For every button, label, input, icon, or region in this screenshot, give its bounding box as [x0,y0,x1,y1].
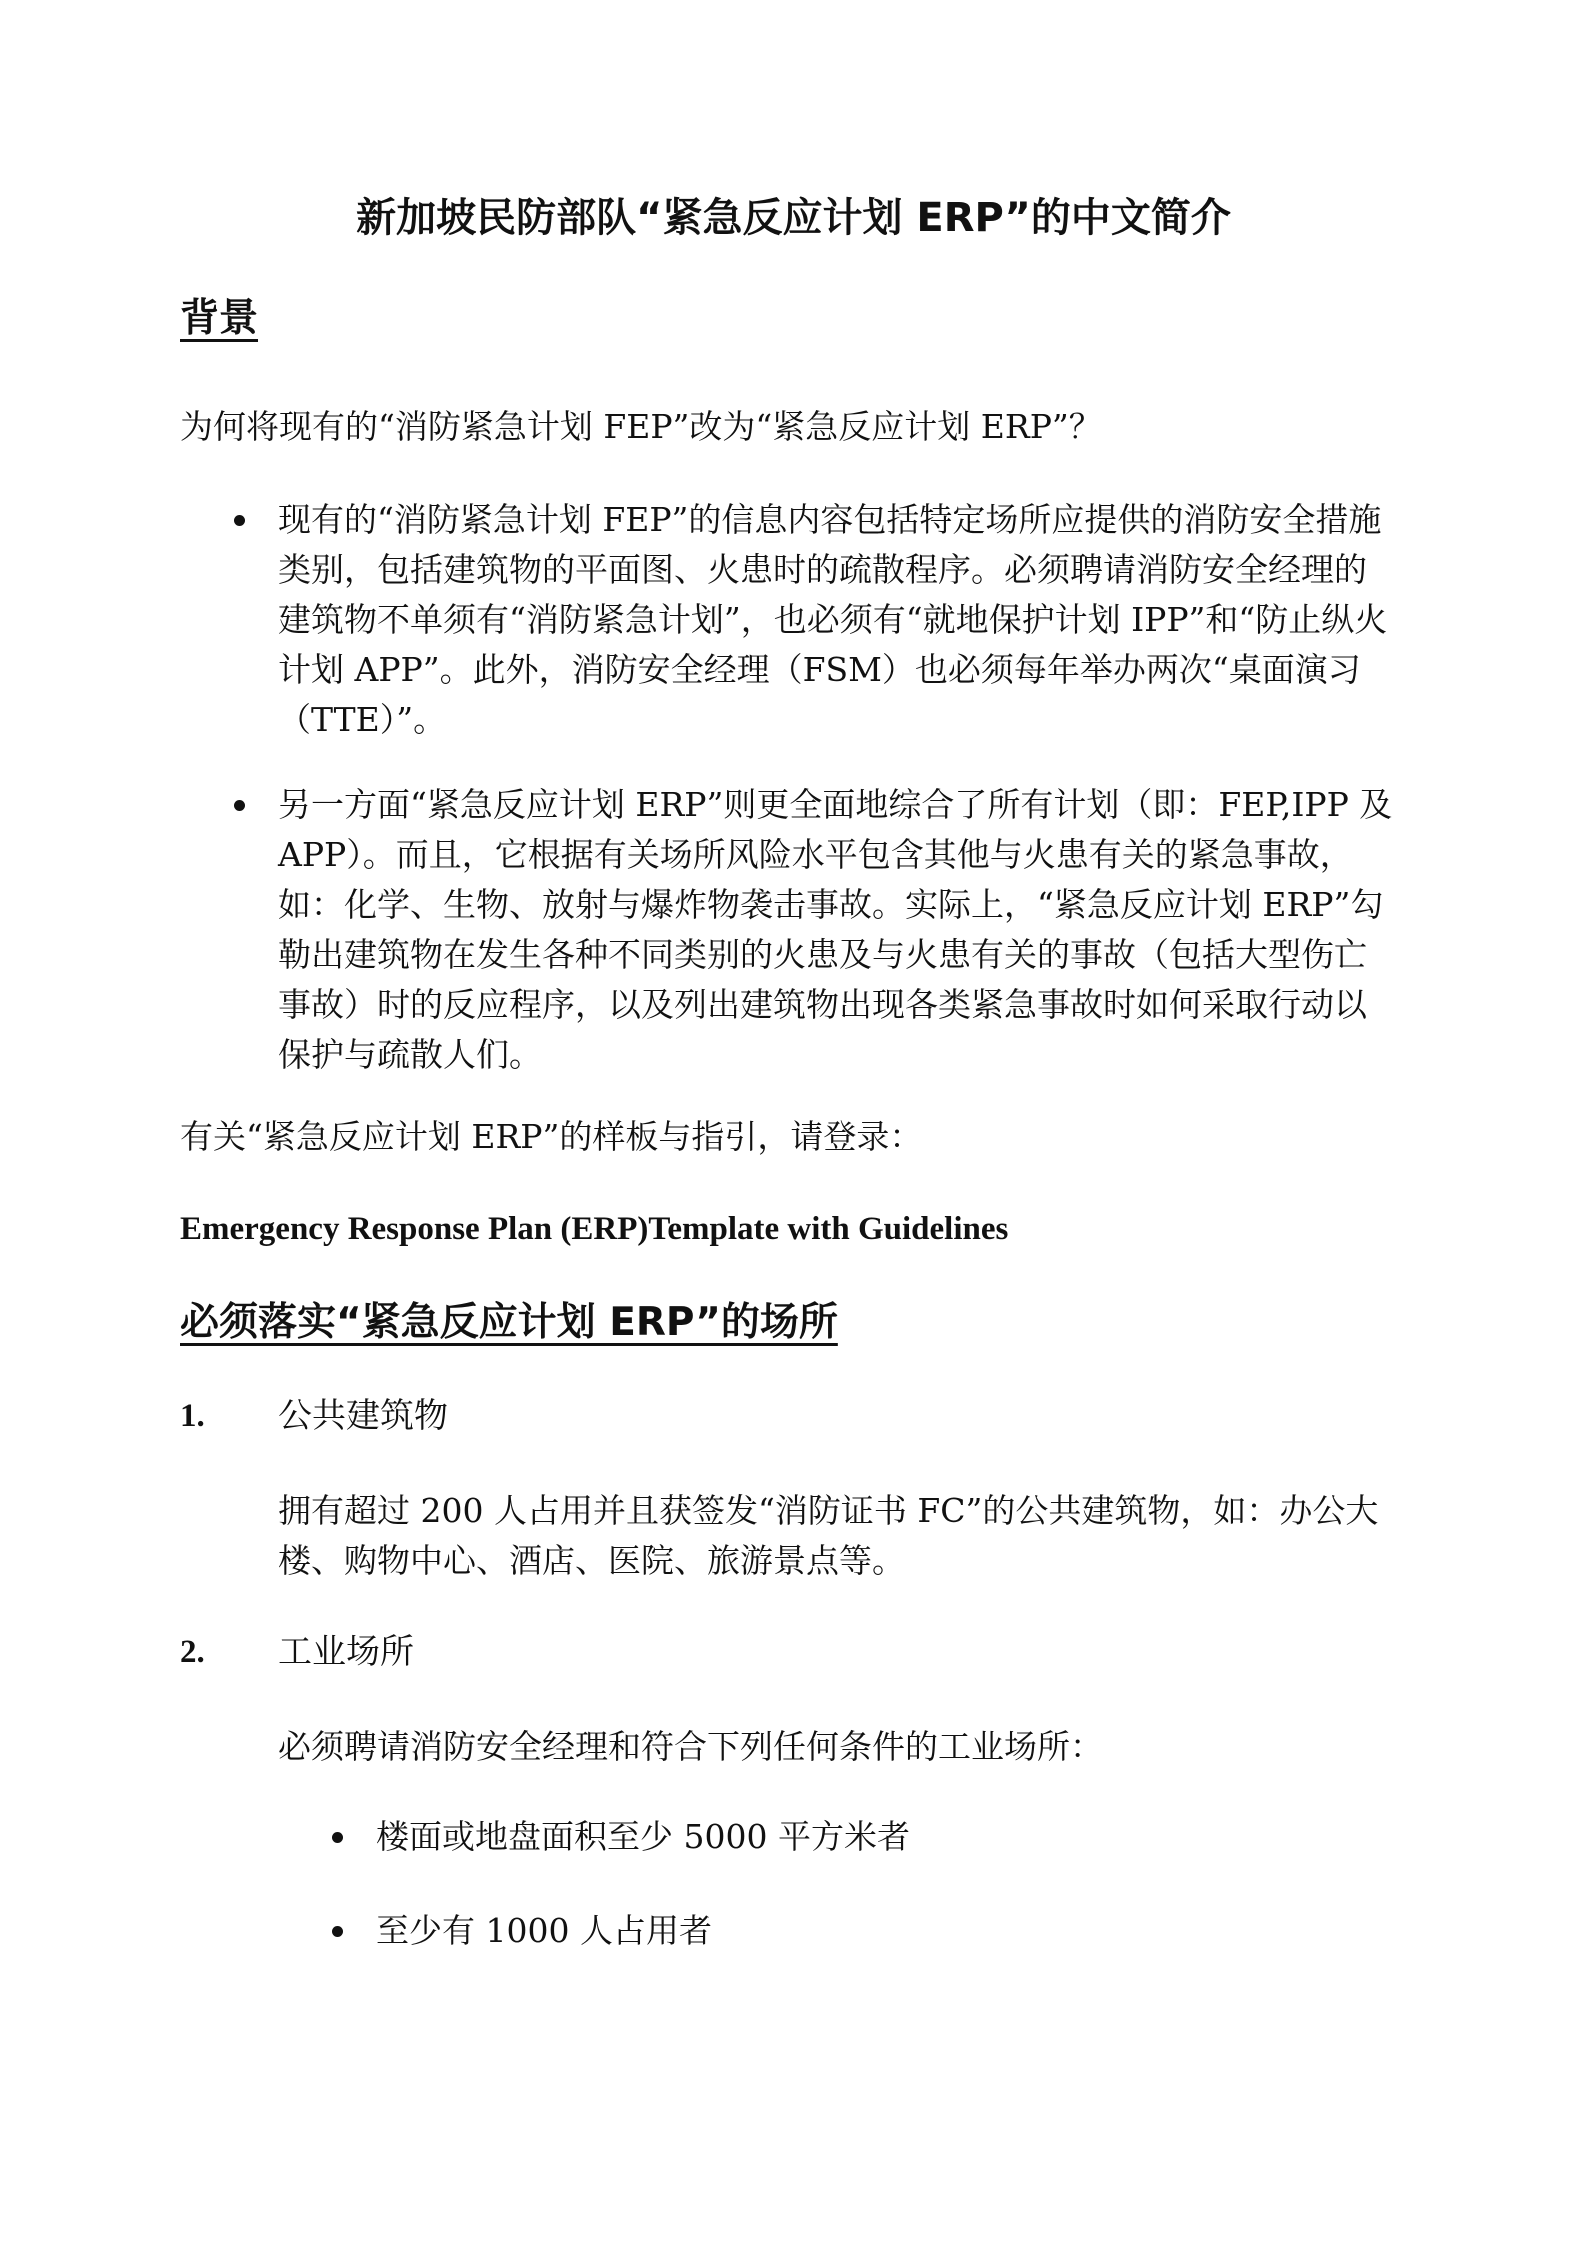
item-title-industrial-premises: 工业场所 [278,1632,414,1672]
item-number: 1. [180,1398,205,1434]
background-bullet-fep [278,495,1393,745]
bullet-icon [332,1926,343,1937]
document-title: 新加坡民防部队“紧急反应计划 ERP”的中文简介 [356,195,1231,241]
item-title-public-buildings: 公共建筑物 [278,1396,448,1436]
section-heading-background: 背景 [180,296,259,341]
bullet-icon [332,1832,343,1843]
section-heading-venues: 必须落实“紧急反应计划 ERP”的场所 [180,1300,838,1345]
background-question: 为何将现有的“消防紧急计划 FEP”改为“紧急反应计划 ERP”？ [180,407,1102,446]
criteria-text: 楼面或地盘面积至少 5000 平方米者 [376,1817,910,1856]
bullet-icon [234,800,245,811]
item-number: 2. [180,1634,205,1670]
bullet-text: 另一方面“紧急反应计划 ERP”则更全面地综合了所有计划（即：FEP,IPP 及 APP）。而且，它根据有关场所风险水平包含其他与火患有关的紧急事故，如：化学、生物、放射与爆炸物袭击事故。实际上，“紧急反应计划 ERP”勾勒出建筑物在发生各种不同类别的火患及与火患有关的事故（包括大型伤亡事故）时的反应程序，以及列出建筑物出现各类紧急事故时如何采取行动以保护与疏散人们。 [278,785,1393,1074]
item-description-public-buildings: 拥有超过 200 人占用并且获签发“消防证书 FC”的公共建筑物，如：办公大楼、购物中心、酒店、医院、旅游景点等。 [278,1491,1379,1580]
bullet-text: 现有的“消防紧急计划 FEP”的信息内容包括特定场所应提供的消防安全措施类别，包括建筑物的平面图、火患时的疏散程序。必须聘请消防安全经理的建筑物不单须有“消防紧急计划”，也必须有“就地保护计划 IPP”和“防止纵火计划 APP”。此外，消防安全经理（FSM）也必须每年举办两次“桌面演习（TTE）”。 [278,500,1388,739]
criteria-text: 至少有 1000 人占用者 [376,1911,712,1950]
criteria-item-occupancy [376,1906,712,1956]
erp-reference-text: 有关“紧急反应计划 ERP”的样板与指引，请登录： [180,1117,923,1156]
bullet-icon [234,515,245,526]
erp-template-link[interactable]: Emergency Response Plan (ERP)Template with Guidelines [180,1211,1009,1247]
criteria-item-floor-area [376,1812,910,1862]
item-description-industrial-premises: 必须聘请消防安全经理和符合下列任何条件的工业场所： [278,1727,1103,1766]
background-bullet-erp [278,780,1393,1080]
